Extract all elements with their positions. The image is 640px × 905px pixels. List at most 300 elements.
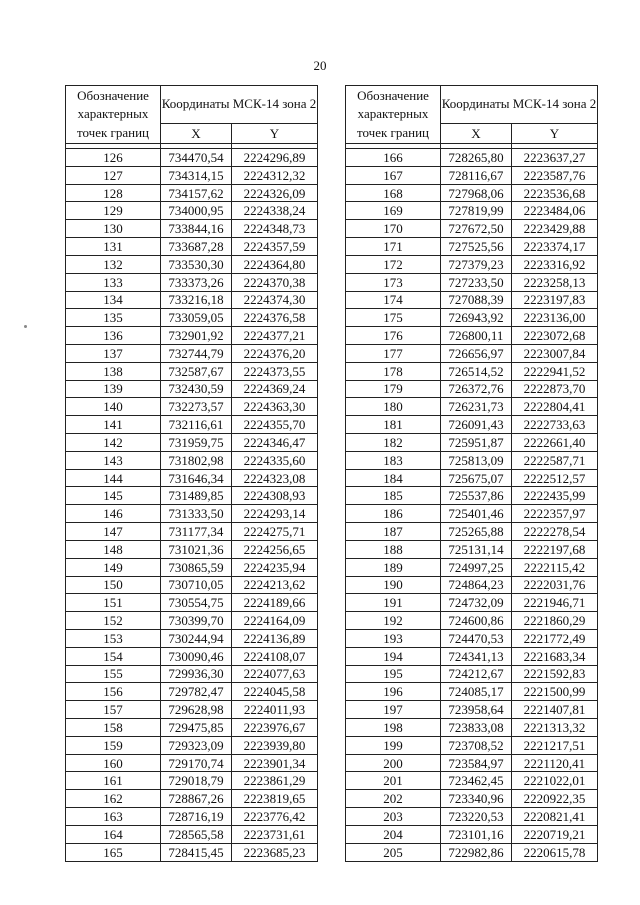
y-coordinate-cell: 2222031,76 xyxy=(512,576,598,594)
header-x: X xyxy=(441,124,512,144)
table-row xyxy=(66,362,318,380)
point-number-cell: 168 xyxy=(346,184,441,202)
table-row xyxy=(66,719,318,737)
point-number-cell: 146 xyxy=(66,505,161,523)
y-coordinate-cell: 2223861,29 xyxy=(232,772,318,790)
y-coordinate-cell: 2223776,42 xyxy=(232,808,318,826)
point-number-cell: 152 xyxy=(66,612,161,630)
x-coordinate-cell: 732744,79 xyxy=(161,344,232,362)
y-coordinate-cell: 2221217,51 xyxy=(512,736,598,754)
table-row xyxy=(346,576,598,594)
point-number-cell: 147 xyxy=(66,523,161,541)
x-coordinate-cell: 729475,85 xyxy=(161,719,232,737)
point-number-cell: 151 xyxy=(66,594,161,612)
point-number-cell: 179 xyxy=(346,380,441,398)
point-number-cell: 170 xyxy=(346,220,441,238)
point-number-cell: 156 xyxy=(66,683,161,701)
y-coordinate-cell: 2224108,07 xyxy=(232,647,318,665)
header-coordinates: Координаты МСК-14 зона 2 xyxy=(441,86,598,124)
table-row xyxy=(66,166,318,184)
x-coordinate-cell: 724341,13 xyxy=(441,647,512,665)
y-coordinate-cell: 2223536,68 xyxy=(512,184,598,202)
point-number-cell: 140 xyxy=(66,398,161,416)
point-number-cell: 161 xyxy=(66,772,161,790)
table-row xyxy=(66,434,318,452)
point-number-cell: 192 xyxy=(346,612,441,630)
point-number-cell: 136 xyxy=(66,327,161,345)
table-row xyxy=(346,434,598,452)
y-coordinate-cell: 2222941,52 xyxy=(512,362,598,380)
y-coordinate-cell: 2223819,65 xyxy=(232,790,318,808)
y-coordinate-cell: 2221946,71 xyxy=(512,594,598,612)
point-number-cell: 141 xyxy=(66,416,161,434)
x-coordinate-cell: 725131,14 xyxy=(441,540,512,558)
x-coordinate-cell: 724600,86 xyxy=(441,612,512,630)
point-number-cell: 176 xyxy=(346,327,441,345)
table-row xyxy=(66,825,318,843)
table-row xyxy=(346,238,598,256)
y-coordinate-cell: 2224346,47 xyxy=(232,434,318,452)
y-coordinate-cell: 2222587,71 xyxy=(512,451,598,469)
table-row xyxy=(66,327,318,345)
x-coordinate-cell: 734000,95 xyxy=(161,202,232,220)
x-coordinate-cell: 729170,74 xyxy=(161,754,232,772)
header-y: Y xyxy=(512,124,598,144)
table-row xyxy=(346,736,598,754)
point-number-cell: 190 xyxy=(346,576,441,594)
y-coordinate-cell: 2224213,62 xyxy=(232,576,318,594)
table-row xyxy=(66,612,318,630)
x-coordinate-cell: 727968,06 xyxy=(441,184,512,202)
header-designation: Обозначение характерных точек границ xyxy=(346,86,441,144)
y-coordinate-cell: 2224355,70 xyxy=(232,416,318,434)
point-number-cell: 130 xyxy=(66,220,161,238)
point-number-cell: 139 xyxy=(66,380,161,398)
x-coordinate-cell: 730710,05 xyxy=(161,576,232,594)
table-row xyxy=(66,220,318,238)
x-coordinate-cell: 734470,54 xyxy=(161,149,232,167)
table-row xyxy=(346,309,598,327)
x-coordinate-cell: 728716,19 xyxy=(161,808,232,826)
x-coordinate-cell: 729936,30 xyxy=(161,665,232,683)
y-coordinate-cell: 2223072,68 xyxy=(512,327,598,345)
point-number-cell: 145 xyxy=(66,487,161,505)
x-coordinate-cell: 725537,86 xyxy=(441,487,512,505)
table-row xyxy=(346,594,598,612)
y-coordinate-cell: 2224338,24 xyxy=(232,202,318,220)
scan-speck xyxy=(24,325,27,328)
x-coordinate-cell: 731646,34 xyxy=(161,469,232,487)
table-row xyxy=(66,594,318,612)
point-number-cell: 191 xyxy=(346,594,441,612)
y-coordinate-cell: 2223484,06 xyxy=(512,202,598,220)
table-row xyxy=(66,505,318,523)
table-row xyxy=(66,451,318,469)
table-row xyxy=(346,344,598,362)
y-coordinate-cell: 2221860,29 xyxy=(512,612,598,630)
x-coordinate-cell: 727819,99 xyxy=(441,202,512,220)
point-number-cell: 162 xyxy=(66,790,161,808)
y-coordinate-cell: 2224011,93 xyxy=(232,701,318,719)
y-coordinate-cell: 2224296,89 xyxy=(232,149,318,167)
y-coordinate-cell: 2223136,00 xyxy=(512,309,598,327)
x-coordinate-cell: 723101,16 xyxy=(441,825,512,843)
table-row xyxy=(66,469,318,487)
y-coordinate-cell: 2222804,41 xyxy=(512,398,598,416)
table-row xyxy=(346,149,598,167)
x-coordinate-cell: 728116,67 xyxy=(441,166,512,184)
table-row xyxy=(346,380,598,398)
y-coordinate-cell: 2224376,58 xyxy=(232,309,318,327)
y-coordinate-cell: 2223007,84 xyxy=(512,344,598,362)
y-coordinate-cell: 2224164,09 xyxy=(232,612,318,630)
point-number-cell: 198 xyxy=(346,719,441,737)
x-coordinate-cell: 733687,28 xyxy=(161,238,232,256)
x-coordinate-cell: 732430,59 xyxy=(161,380,232,398)
point-number-cell: 182 xyxy=(346,434,441,452)
table-row xyxy=(66,754,318,772)
y-coordinate-cell: 2221120,41 xyxy=(512,754,598,772)
y-coordinate-cell: 2224308,93 xyxy=(232,487,318,505)
table-row xyxy=(346,754,598,772)
table-row xyxy=(66,683,318,701)
y-coordinate-cell: 2224348,73 xyxy=(232,220,318,238)
x-coordinate-cell: 732273,57 xyxy=(161,398,232,416)
point-number-cell: 159 xyxy=(66,736,161,754)
x-coordinate-cell: 728565,58 xyxy=(161,825,232,843)
table-row xyxy=(66,558,318,576)
y-coordinate-cell: 2224326,09 xyxy=(232,184,318,202)
x-coordinate-cell: 726091,43 xyxy=(441,416,512,434)
x-coordinate-cell: 726800,11 xyxy=(441,327,512,345)
point-number-cell: 150 xyxy=(66,576,161,594)
y-coordinate-cell: 2222661,40 xyxy=(512,434,598,452)
point-number-cell: 158 xyxy=(66,719,161,737)
x-coordinate-cell: 733844,16 xyxy=(161,220,232,238)
y-coordinate-cell: 2224377,21 xyxy=(232,327,318,345)
x-coordinate-cell: 730399,70 xyxy=(161,612,232,630)
x-coordinate-cell: 733059,05 xyxy=(161,309,232,327)
table-row xyxy=(346,505,598,523)
y-coordinate-cell: 2224312,32 xyxy=(232,166,318,184)
y-coordinate-cell: 2224256,65 xyxy=(232,540,318,558)
point-number-cell: 149 xyxy=(66,558,161,576)
point-number-cell: 193 xyxy=(346,629,441,647)
point-number-cell: 196 xyxy=(346,683,441,701)
y-coordinate-cell: 2220615,78 xyxy=(512,843,598,861)
point-number-cell: 126 xyxy=(66,149,161,167)
y-coordinate-cell: 2224363,30 xyxy=(232,398,318,416)
table-row xyxy=(66,273,318,291)
x-coordinate-cell: 731021,36 xyxy=(161,540,232,558)
point-number-cell: 200 xyxy=(346,754,441,772)
table-row xyxy=(346,220,598,238)
header-y: Y xyxy=(232,124,318,144)
point-number-cell: 185 xyxy=(346,487,441,505)
y-coordinate-cell: 2222435,99 xyxy=(512,487,598,505)
x-coordinate-cell: 730244,94 xyxy=(161,629,232,647)
table-row xyxy=(66,416,318,434)
y-coordinate-cell: 2221592,83 xyxy=(512,665,598,683)
y-coordinate-cell: 2224235,94 xyxy=(232,558,318,576)
point-number-cell: 155 xyxy=(66,665,161,683)
x-coordinate-cell: 724470,53 xyxy=(441,629,512,647)
point-number-cell: 154 xyxy=(66,647,161,665)
point-number-cell: 138 xyxy=(66,362,161,380)
point-number-cell: 174 xyxy=(346,291,441,309)
table-row xyxy=(346,665,598,683)
x-coordinate-cell: 730554,75 xyxy=(161,594,232,612)
point-number-cell: 166 xyxy=(346,149,441,167)
table-row xyxy=(66,291,318,309)
point-number-cell: 197 xyxy=(346,701,441,719)
point-number-cell: 202 xyxy=(346,790,441,808)
y-coordinate-cell: 2221772,49 xyxy=(512,629,598,647)
table-row xyxy=(66,344,318,362)
x-coordinate-cell: 733373,26 xyxy=(161,273,232,291)
table-row xyxy=(346,291,598,309)
y-coordinate-cell: 2224323,08 xyxy=(232,469,318,487)
table-body-left xyxy=(66,149,318,862)
point-number-cell: 129 xyxy=(66,202,161,220)
x-coordinate-cell: 723220,53 xyxy=(441,808,512,826)
y-coordinate-cell: 2224293,14 xyxy=(232,505,318,523)
point-number-cell: 132 xyxy=(66,255,161,273)
table-row xyxy=(346,612,598,630)
table-row xyxy=(66,665,318,683)
point-number-cell: 178 xyxy=(346,362,441,380)
y-coordinate-cell: 2222733,63 xyxy=(512,416,598,434)
x-coordinate-cell: 725951,87 xyxy=(441,434,512,452)
x-coordinate-cell: 728265,80 xyxy=(441,149,512,167)
x-coordinate-cell: 733530,30 xyxy=(161,255,232,273)
y-coordinate-cell: 2223587,76 xyxy=(512,166,598,184)
y-coordinate-cell: 2224335,60 xyxy=(232,451,318,469)
y-coordinate-cell: 2224373,55 xyxy=(232,362,318,380)
point-number-cell: 195 xyxy=(346,665,441,683)
y-coordinate-cell: 2223197,83 xyxy=(512,291,598,309)
table-row xyxy=(346,184,598,202)
table-row xyxy=(346,273,598,291)
y-coordinate-cell: 2222115,42 xyxy=(512,558,598,576)
point-number-cell: 205 xyxy=(346,843,441,861)
x-coordinate-cell: 728415,45 xyxy=(161,843,232,861)
table-row xyxy=(346,683,598,701)
x-coordinate-cell: 724085,17 xyxy=(441,683,512,701)
point-number-cell: 183 xyxy=(346,451,441,469)
table-row xyxy=(66,184,318,202)
table-row xyxy=(66,255,318,273)
table-row xyxy=(346,487,598,505)
x-coordinate-cell: 729782,47 xyxy=(161,683,232,701)
point-number-cell: 204 xyxy=(346,825,441,843)
table-row xyxy=(346,523,598,541)
y-coordinate-cell: 2224189,66 xyxy=(232,594,318,612)
point-number-cell: 189 xyxy=(346,558,441,576)
point-number-cell: 148 xyxy=(66,540,161,558)
y-coordinate-cell: 2224357,59 xyxy=(232,238,318,256)
x-coordinate-cell: 734157,62 xyxy=(161,184,232,202)
y-coordinate-cell: 2224077,63 xyxy=(232,665,318,683)
x-coordinate-cell: 731959,75 xyxy=(161,434,232,452)
point-number-cell: 137 xyxy=(66,344,161,362)
x-coordinate-cell: 726943,92 xyxy=(441,309,512,327)
x-coordinate-cell: 724997,25 xyxy=(441,558,512,576)
point-number-cell: 201 xyxy=(346,772,441,790)
point-number-cell: 163 xyxy=(66,808,161,826)
table-row xyxy=(346,790,598,808)
y-coordinate-cell: 2224275,71 xyxy=(232,523,318,541)
y-coordinate-cell: 2224369,24 xyxy=(232,380,318,398)
x-coordinate-cell: 726514,52 xyxy=(441,362,512,380)
x-coordinate-cell: 723340,96 xyxy=(441,790,512,808)
y-coordinate-cell: 2221683,34 xyxy=(512,647,598,665)
x-coordinate-cell: 727379,23 xyxy=(441,255,512,273)
table-row xyxy=(66,736,318,754)
x-coordinate-cell: 723584,97 xyxy=(441,754,512,772)
y-coordinate-cell: 2221313,32 xyxy=(512,719,598,737)
table-body-right xyxy=(346,149,598,862)
y-coordinate-cell: 2222873,70 xyxy=(512,380,598,398)
table-row xyxy=(66,772,318,790)
y-coordinate-cell: 2222197,68 xyxy=(512,540,598,558)
table-row xyxy=(346,451,598,469)
x-coordinate-cell: 733216,18 xyxy=(161,291,232,309)
table-row xyxy=(66,398,318,416)
y-coordinate-cell: 2224045,58 xyxy=(232,683,318,701)
page-number: 20 xyxy=(313,58,327,73)
y-coordinate-cell: 2224370,38 xyxy=(232,273,318,291)
point-number-cell: 165 xyxy=(66,843,161,861)
x-coordinate-cell: 723708,52 xyxy=(441,736,512,754)
header-coordinates: Координаты МСК-14 зона 2 xyxy=(161,86,318,124)
point-number-cell: 173 xyxy=(346,273,441,291)
table-row xyxy=(346,772,598,790)
table-row xyxy=(346,540,598,558)
x-coordinate-cell: 723958,64 xyxy=(441,701,512,719)
coordinates-table-right xyxy=(345,85,598,862)
point-number-cell: 131 xyxy=(66,238,161,256)
y-coordinate-cell: 2222278,54 xyxy=(512,523,598,541)
y-coordinate-cell: 2223429,88 xyxy=(512,220,598,238)
table-row xyxy=(66,380,318,398)
x-coordinate-cell: 725813,09 xyxy=(441,451,512,469)
point-number-cell: 128 xyxy=(66,184,161,202)
point-number-cell: 184 xyxy=(346,469,441,487)
x-coordinate-cell: 727672,50 xyxy=(441,220,512,238)
table-row xyxy=(346,327,598,345)
x-coordinate-cell: 730865,59 xyxy=(161,558,232,576)
table-row xyxy=(66,540,318,558)
point-number-cell: 164 xyxy=(66,825,161,843)
y-coordinate-cell: 2223685,23 xyxy=(232,843,318,861)
table-row xyxy=(346,647,598,665)
y-coordinate-cell: 2224136,89 xyxy=(232,629,318,647)
y-coordinate-cell: 2223976,67 xyxy=(232,719,318,737)
table-row xyxy=(346,843,598,861)
x-coordinate-cell: 729323,09 xyxy=(161,736,232,754)
point-number-cell: 181 xyxy=(346,416,441,434)
y-coordinate-cell: 2224376,20 xyxy=(232,344,318,362)
table-row xyxy=(346,629,598,647)
point-number-cell: 187 xyxy=(346,523,441,541)
x-coordinate-cell: 732901,92 xyxy=(161,327,232,345)
table-row xyxy=(66,647,318,665)
table-row xyxy=(346,202,598,220)
y-coordinate-cell: 2221500,99 xyxy=(512,683,598,701)
table-row xyxy=(346,825,598,843)
x-coordinate-cell: 726656,97 xyxy=(441,344,512,362)
table-row xyxy=(66,149,318,167)
y-coordinate-cell: 2222512,57 xyxy=(512,469,598,487)
point-number-cell: 133 xyxy=(66,273,161,291)
table-row xyxy=(66,238,318,256)
point-number-cell: 144 xyxy=(66,469,161,487)
y-coordinate-cell: 2223258,13 xyxy=(512,273,598,291)
table-row xyxy=(66,576,318,594)
y-coordinate-cell: 2223637,27 xyxy=(512,149,598,167)
table-row xyxy=(346,719,598,737)
table-row xyxy=(66,808,318,826)
header-x: X xyxy=(161,124,232,144)
x-coordinate-cell: 731802,98 xyxy=(161,451,232,469)
point-number-cell: 188 xyxy=(346,540,441,558)
x-coordinate-cell: 730090,46 xyxy=(161,647,232,665)
x-coordinate-cell: 727525,56 xyxy=(441,238,512,256)
y-coordinate-cell: 2223374,17 xyxy=(512,238,598,256)
coordinates-table-left xyxy=(65,85,318,862)
x-coordinate-cell: 723833,08 xyxy=(441,719,512,737)
point-number-cell: 171 xyxy=(346,238,441,256)
table-row xyxy=(346,469,598,487)
table-row xyxy=(346,398,598,416)
y-coordinate-cell: 2224374,30 xyxy=(232,291,318,309)
x-coordinate-cell: 725675,07 xyxy=(441,469,512,487)
point-number-cell: 143 xyxy=(66,451,161,469)
x-coordinate-cell: 731489,85 xyxy=(161,487,232,505)
table-row xyxy=(66,487,318,505)
point-number-cell: 169 xyxy=(346,202,441,220)
point-number-cell: 134 xyxy=(66,291,161,309)
table-row xyxy=(66,629,318,647)
x-coordinate-cell: 732116,61 xyxy=(161,416,232,434)
table-row xyxy=(346,808,598,826)
x-coordinate-cell: 725265,88 xyxy=(441,523,512,541)
x-coordinate-cell: 724212,67 xyxy=(441,665,512,683)
y-coordinate-cell: 2223316,92 xyxy=(512,255,598,273)
table-row xyxy=(66,843,318,861)
x-coordinate-cell: 725401,46 xyxy=(441,505,512,523)
point-number-cell: 203 xyxy=(346,808,441,826)
table-row xyxy=(66,202,318,220)
y-coordinate-cell: 2223731,61 xyxy=(232,825,318,843)
table-row xyxy=(66,309,318,327)
y-coordinate-cell: 2223901,34 xyxy=(232,754,318,772)
table-row xyxy=(346,362,598,380)
x-coordinate-cell: 734314,15 xyxy=(161,166,232,184)
point-number-cell: 157 xyxy=(66,701,161,719)
point-number-cell: 194 xyxy=(346,647,441,665)
point-number-cell: 175 xyxy=(346,309,441,327)
point-number-cell: 186 xyxy=(346,505,441,523)
table-row xyxy=(66,790,318,808)
y-coordinate-cell: 2220922,35 xyxy=(512,790,598,808)
y-coordinate-cell: 2222357,97 xyxy=(512,505,598,523)
table-row xyxy=(346,416,598,434)
x-coordinate-cell: 731333,50 xyxy=(161,505,232,523)
y-coordinate-cell: 2220821,41 xyxy=(512,808,598,826)
point-number-cell: 127 xyxy=(66,166,161,184)
